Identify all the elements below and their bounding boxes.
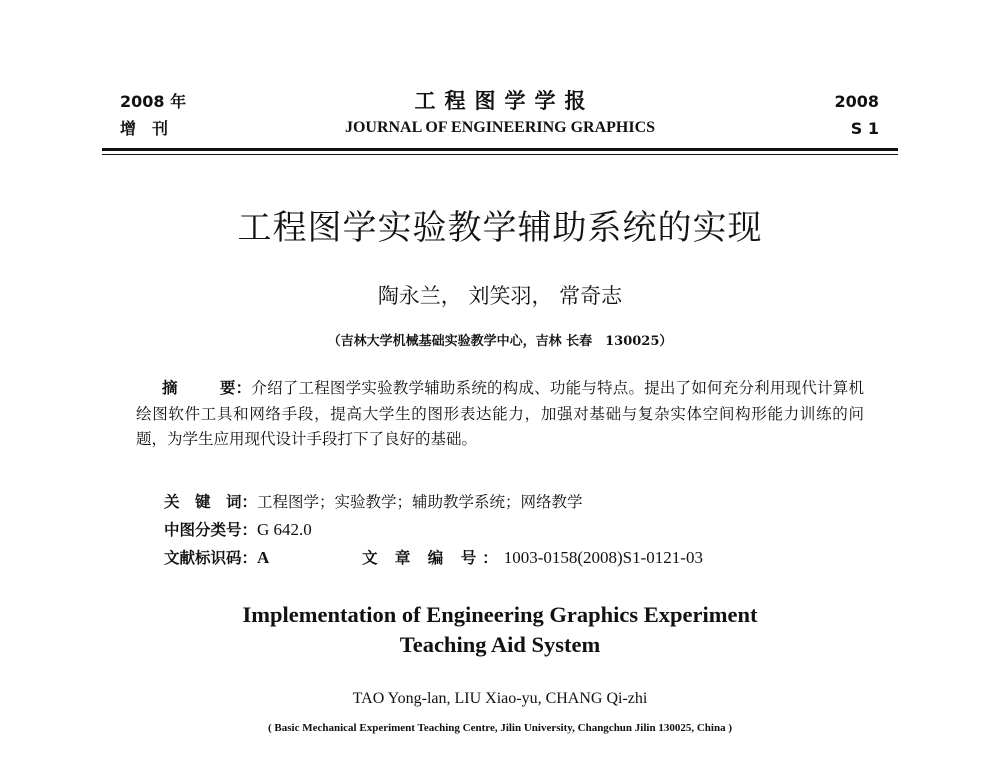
doc-code-value: A bbox=[257, 548, 270, 567]
paper-title-en bbox=[0, 600, 1000, 660]
abstract-text: 介绍了工程图学实验教学辅助系统的构成、功能与特点。提出了如何充分利用现代计算机绘图软件工具和网络手段，提高大学生的图形表达能力，加强对基础与复杂实体空间构形能力训练的问题，为学生应用现代设计手段打下了良好的基础。 bbox=[136, 379, 864, 448]
clc-value: G 642.0 bbox=[257, 520, 312, 539]
affiliation-en: ( Basic Mechanical Experiment Teaching Centre, Jilin University, Changchun Jilin 130025, China ) bbox=[268, 722, 732, 734]
keywords-line bbox=[164, 490, 583, 512]
doc-code-label: 文献标识码： bbox=[164, 549, 258, 567]
paper-title-en-line1: Implementation of Engineering Graphics Experiment bbox=[242, 602, 758, 627]
abstract-cn bbox=[136, 376, 864, 453]
article-number-value: 1003-0158(2008)S1-0121-03 bbox=[503, 548, 703, 567]
article-number-line bbox=[362, 546, 703, 568]
doc-code-line bbox=[164, 546, 269, 568]
authors-en: TAO Yong-lan, LIU Xiao-yu, CHANG Qi-zhi bbox=[352, 690, 648, 707]
paper-title-en-line2: Teaching Aid System bbox=[399, 632, 601, 657]
header-year-cn: 2008 年 bbox=[120, 92, 187, 111]
header-rule-thin bbox=[102, 154, 898, 155]
header-right bbox=[834, 88, 879, 142]
article-number-label: 文 章 编 号： bbox=[362, 549, 504, 567]
header-rule-thick bbox=[102, 148, 898, 151]
keywords-label: 关 键 词： bbox=[164, 493, 258, 511]
header-issue-cn: 增 刊 bbox=[120, 119, 169, 138]
affiliation-cn: （吉林大学机械基础实验教学中心，吉林 长春 130025） bbox=[327, 334, 673, 349]
paper-title-cn: 工程图学实验教学辅助系统的实现 bbox=[237, 208, 763, 248]
clc-line bbox=[164, 518, 312, 540]
journal-name-cn: 工程图学学报 bbox=[414, 89, 595, 113]
header-issue: S 1 bbox=[850, 119, 879, 138]
abstract-label-second: 要： bbox=[219, 379, 252, 397]
keywords-value: 工程图学；实验教学；辅助教学系统；网络教学 bbox=[257, 493, 583, 511]
clc-label: 中图分类号： bbox=[164, 521, 258, 539]
abstract-label-first: 摘 bbox=[162, 379, 178, 397]
header-year: 2008 bbox=[834, 92, 879, 111]
abstract-label bbox=[136, 379, 251, 397]
authors-cn: 陶永兰， 刘笑羽， 常奇志 bbox=[377, 284, 623, 308]
journal-name-en: JOURNAL OF ENGINEERING GRAPHICS bbox=[344, 119, 656, 136]
